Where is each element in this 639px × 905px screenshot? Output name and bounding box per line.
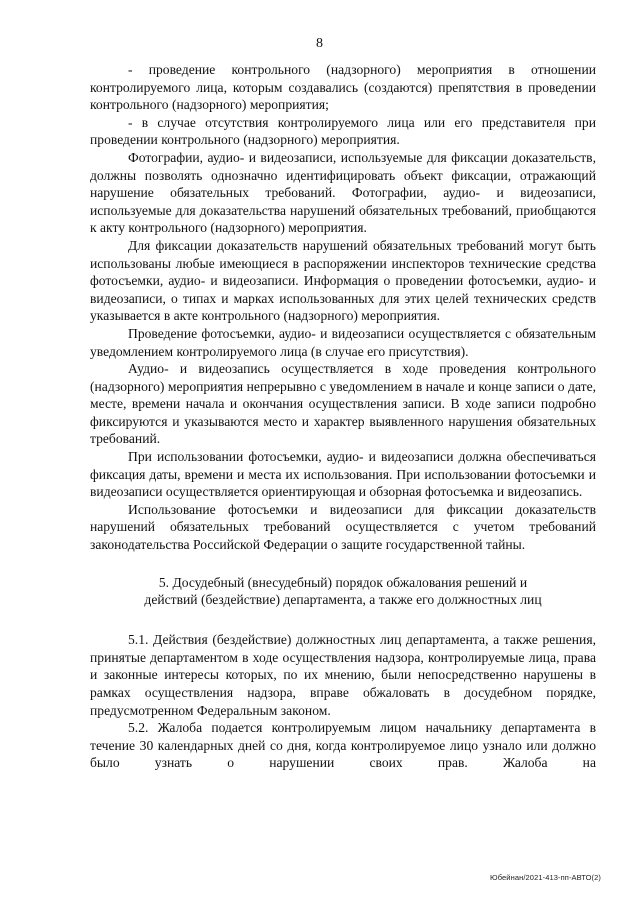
- paragraph: Проведение фотосъемки, аудио- и видеозаписи осуществляется с обязательным уведомлением контролируемого лица (в случае его присутствия).: [90, 325, 596, 359]
- spacer: [90, 554, 596, 574]
- page-number: 8: [316, 36, 323, 51]
- document-body: [90, 61, 596, 772]
- paragraph: При использовании фотосъемки, аудио- и видеозаписи должна обеспечиваться фиксация даты, времени и места их использования. При использовании фотосъемки и видеозаписи осуществляется ориентирующая и обзорная фотосъемка и видеозапись.: [90, 449, 596, 500]
- paragraph: - проведение контрольного (надзорного) мероприятия в отношении контролируемого лица, которым создавались (создаются) препятствия в проведении контрольного (надзорного) мероприятия;: [90, 62, 596, 113]
- document-code: Юбейнан/2021-413-пп-АВТО(2): [490, 873, 601, 882]
- section-heading-line: действий (бездействие) департамента, а также его должностных лиц: [144, 592, 542, 608]
- paragraph: - в случае отсутствия контролируемого лица или его представителя при проведении контрольного (надзорного) мероприятия.: [90, 114, 596, 148]
- paragraph: 5.2. Жалоба подается контролируемым лицом начальнику департамента в течение 30 календарных дней со дня, когда контролируемое лицо узнало или должно было узнать о нарушении своих прав. Жалоба на: [90, 720, 596, 771]
- paragraph: Аудио- и видеозапись осуществляется в ходе проведения контрольного (надзорного) мероприятия непрерывно с уведомлением в начале и конце записи о дате, месте, времени начала и окончания осуществления записи. В ходе записи подробно фиксируются и указываются место и характер выявленного нарушения обязательных требований.: [90, 361, 596, 447]
- paragraph: 5.1. Действия (бездействие) должностных лиц департамента, а также решения, принятые департаментом в ходе осуществления надзора, контролируемые лица, права и законные интересы которых, по их мнению, были непосредственно нарушены в рамках осуществления надзора, вправе обжаловать в досудебном порядке, предусмотренном Федеральным законом.: [90, 632, 596, 718]
- spacer: [90, 609, 596, 631]
- section-heading-line: 5. Досудебный (внесудебный) порядок обжалования решений и: [158, 574, 528, 590]
- paragraph: Фотографии, аудио- и видеозаписи, используемые для фиксации доказательств, должны позволять однозначно идентифицировать объект фиксации, отражающий нарушение обязательных требований. Фотографии, аудио- и видеозаписи, используемые для доказательства нарушений обязательных требований, приобщаются к акту контрольного (надзорного) мероприятия.: [90, 149, 596, 236]
- paragraph: Использование фотосъемки и видеозаписи для фиксации доказательств нарушений обязательных требований осуществляется с учетом требований законодательства Российской Федерации о защите государственной тайны.: [90, 501, 596, 553]
- paragraph: Для фиксации доказательств нарушений обязательных требований могут быть использованы любые имеющиеся в распоряжении инспекторов технические средства фотосъемки, аудио- и видеозаписи. Информация о проведении фотосъемки, аудио- и видеозаписи, о типах и марках использованных для этих целей технических средств указывается в акте контрольного (надзорного) мероприятия.: [90, 237, 596, 324]
